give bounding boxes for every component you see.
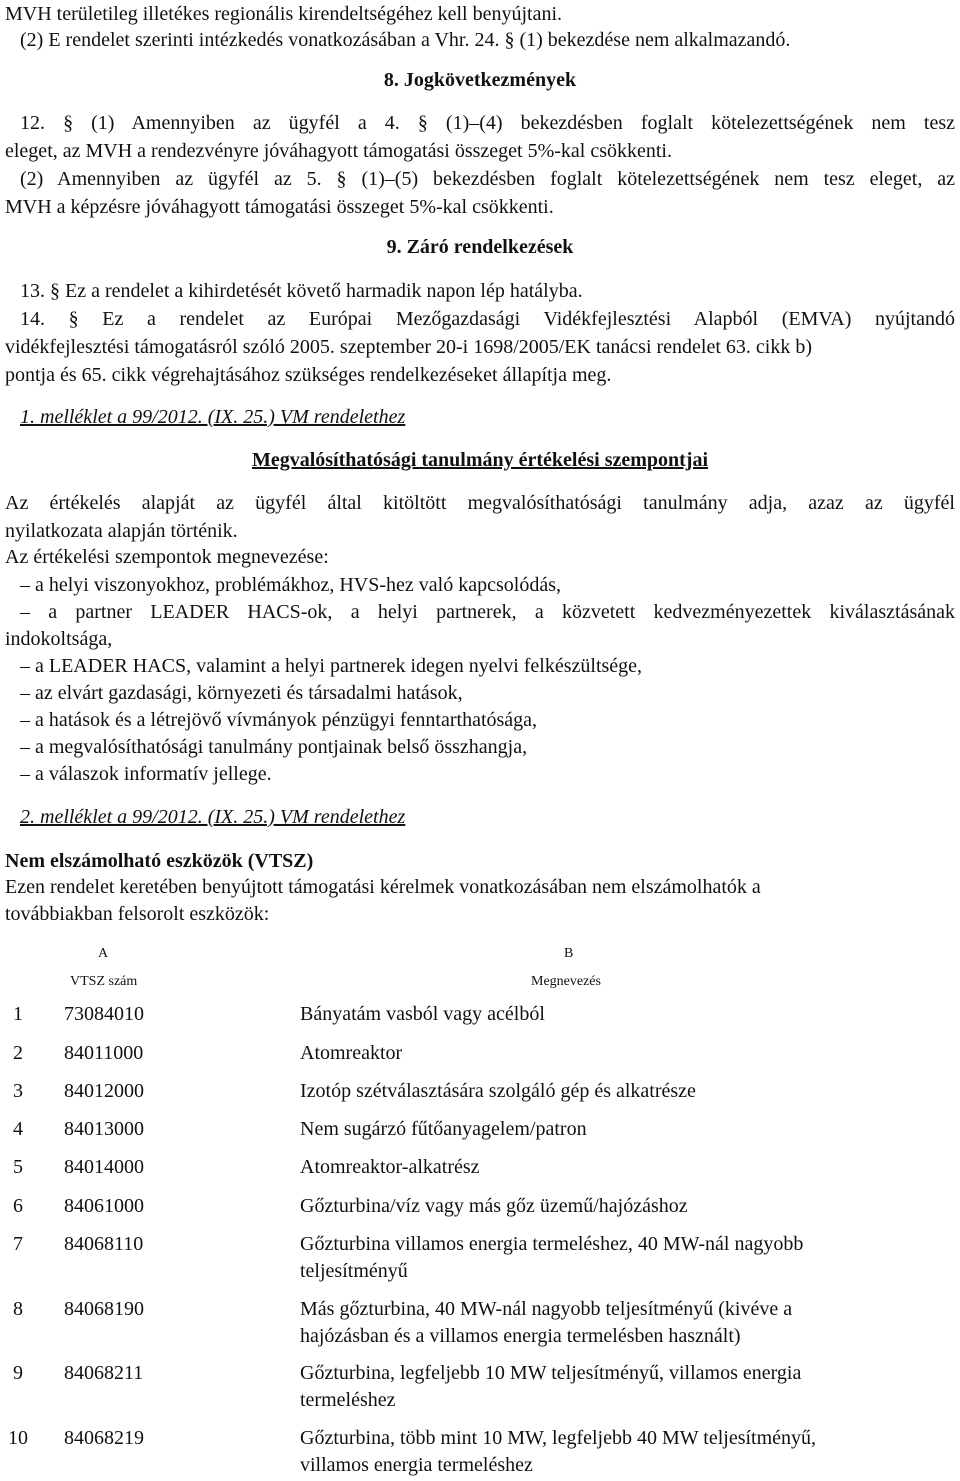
- table-column-b-label: Megnevezés: [531, 974, 601, 989]
- table-row-name-continued: termeléshez: [300, 1389, 396, 1411]
- annex-2-heading: 2. melléklet a 99/2012. (IX. 25.) VM rendelethez: [20, 806, 406, 828]
- paragraph-line: eleget, az MVH a rendezvényre jóváhagyott támogatási összeget 5%-kal csökkenti.: [5, 140, 672, 162]
- paragraph-line: (2) Amennyiben az ügyfél az 5. § (1)–(5) bekezdésben foglalt kötelezettségének nem tesz eleget, az: [20, 168, 955, 190]
- list-item: – a partner LEADER HACS-ok, a helyi partnerek, a közvetett kedvezményezettek kiválasztásának: [20, 601, 955, 623]
- paragraph-line: 14. § Ez a rendelet az Európai Mezőgazdasági Vidékfejlesztési Alapból (EMVA) nyújtandó: [20, 308, 955, 330]
- table-row-name-continued: villamos energia termeléshez: [300, 1454, 533, 1476]
- table-row-code: 84012000: [64, 1080, 144, 1102]
- annex-1-heading: 1. melléklet a 99/2012. (IX. 25.) VM rendelethez: [20, 406, 406, 428]
- table-row-name: Bányatám vasból vagy acélból: [300, 1003, 545, 1025]
- table-row-number: 5: [13, 1156, 23, 1178]
- table-row-number: 1: [13, 1003, 23, 1025]
- table-row-name: Gőzturbina, több mint 10 MW, legfeljebb 40 MW teljesítményű,: [300, 1427, 817, 1449]
- table-row-name: Gőzturbina villamos energia termeléshez, 40 MW-nál nagyobb: [300, 1233, 804, 1255]
- table-row-number: 8: [13, 1298, 23, 1320]
- paragraph-line: 13. § Ez a rendelet a kihirdetését követő harmadik napon lép hatályba.: [20, 280, 583, 302]
- table-row-name: Atomreaktor-alkatrész: [300, 1156, 480, 1178]
- paragraph-line: 12. § (1) Amennyiben az ügyfél a 4. § (1)–(4) bekezdésben foglalt kötelezettségének nem tesz: [20, 112, 955, 134]
- table-row-code: 84011000: [64, 1042, 144, 1064]
- table-row-number: 4: [13, 1118, 23, 1140]
- list-item: – a megvalósíthatósági tanulmány pontjainak belső összhangja,: [20, 736, 528, 758]
- table-row-number: 2: [13, 1042, 23, 1064]
- table-row-code: 84068211: [64, 1362, 144, 1384]
- table-row-number: 7: [13, 1233, 23, 1255]
- annex-1-title: Megvalósíthatósági tanulmány értékelési szempontjai: [251, 449, 709, 471]
- paragraph-line: Az értékelési szempontok megnevezése:: [5, 546, 329, 568]
- paragraph-line: Ezen rendelet keretében benyújtott támogatási kérelmek vonatkozásában nem elszámolhatók a: [5, 876, 761, 898]
- list-item: – a hatások és a létrejövő vívmányok pénzügyi fenntarthatósága,: [20, 709, 538, 731]
- section-heading-9: 9. Záró rendelkezések: [386, 236, 574, 258]
- table-column-a-label: VTSZ szám: [70, 974, 138, 989]
- list-item: indokoltsága,: [5, 628, 113, 650]
- list-item: – az elvárt gazdasági, környezeti és társadalmi hatások,: [20, 682, 463, 704]
- section-heading-8: 8. Jogkövetkezmények: [383, 69, 577, 91]
- paragraph-line: (2) E rendelet szerinti intézkedés vonatkozásában a Vhr. 24. § (1) bekezdése nem alkalmazandó.: [20, 29, 791, 51]
- table-row-code: 84068190: [64, 1298, 144, 1320]
- paragraph-line: pontja és 65. cikk végrehajtásához szükséges rendelkezéseket állapítja meg.: [5, 364, 612, 386]
- table-row-number: 10: [8, 1427, 28, 1449]
- table-row-number: 6: [13, 1195, 23, 1217]
- table-row-name-continued: hajózásban és a villamos energia termelésben használt): [300, 1325, 741, 1347]
- list-item: – a válaszok informatív jellege.: [20, 763, 272, 785]
- paragraph-line: MVH a képzésre jóváhagyott támogatási összeget 5%-kal csökkenti.: [5, 196, 554, 218]
- table-row-code: 84061000: [64, 1195, 144, 1217]
- table-row-number: 3: [13, 1080, 23, 1102]
- table-column-a: A: [98, 946, 109, 961]
- table-row-name: Gőzturbina, legfeljebb 10 MW teljesítményű, villamos energia: [300, 1362, 802, 1384]
- list-item: – a helyi viszonyokhoz, problémákhoz, HVS-hez való kapcsolódás,: [20, 574, 561, 596]
- paragraph-line: Az értékelés alapját az ügyfél által kitöltött megvalósíthatósági tanulmány adja, azaz az ügyfél: [5, 492, 955, 514]
- table-row-name: Más gőzturbina, 40 MW-nál nagyobb teljesítményű (kivéve a: [300, 1298, 793, 1320]
- table-row-name: Atomreaktor: [300, 1042, 403, 1064]
- paragraph-line: vidékfejlesztési támogatásról szóló 2005. szeptember 20-i 1698/2005/EK tanácsi rendelet 63. cikk b): [5, 336, 812, 358]
- paragraph-line: nyilatkozata alapján történik.: [5, 520, 238, 542]
- paragraph-line: MVH területileg illetékes regionális kirendeltségéhez kell benyújtani.: [5, 3, 563, 25]
- annex-2-title: Nem elszámolható eszközök (VTSZ): [5, 850, 314, 872]
- table-row-name: Nem sugárzó fűtőanyagelem/patron: [300, 1118, 587, 1140]
- list-item: – a LEADER HACS, valamint a helyi partnerek idegen nyelvi felkészültsége,: [20, 655, 643, 677]
- paragraph-line: továbbiakban felsorolt eszközök:: [5, 903, 270, 925]
- table-row-code: 84014000: [64, 1156, 144, 1178]
- table-row-code: 84013000: [64, 1118, 144, 1140]
- table-row-name: Gőzturbina/víz vagy más gőz üzemű/hajózáshoz: [300, 1195, 688, 1217]
- table-row-number: 9: [13, 1362, 23, 1384]
- table-row-code: 73084010: [64, 1003, 144, 1025]
- table-row-name-continued: teljesítményű: [300, 1260, 408, 1282]
- table-row-name: Izotóp szétválasztására szolgáló gép és alkatrésze: [300, 1080, 696, 1102]
- table-row-code: 84068110: [64, 1233, 144, 1255]
- table-row-code: 84068219: [64, 1427, 144, 1449]
- table-column-b: B: [564, 946, 574, 961]
